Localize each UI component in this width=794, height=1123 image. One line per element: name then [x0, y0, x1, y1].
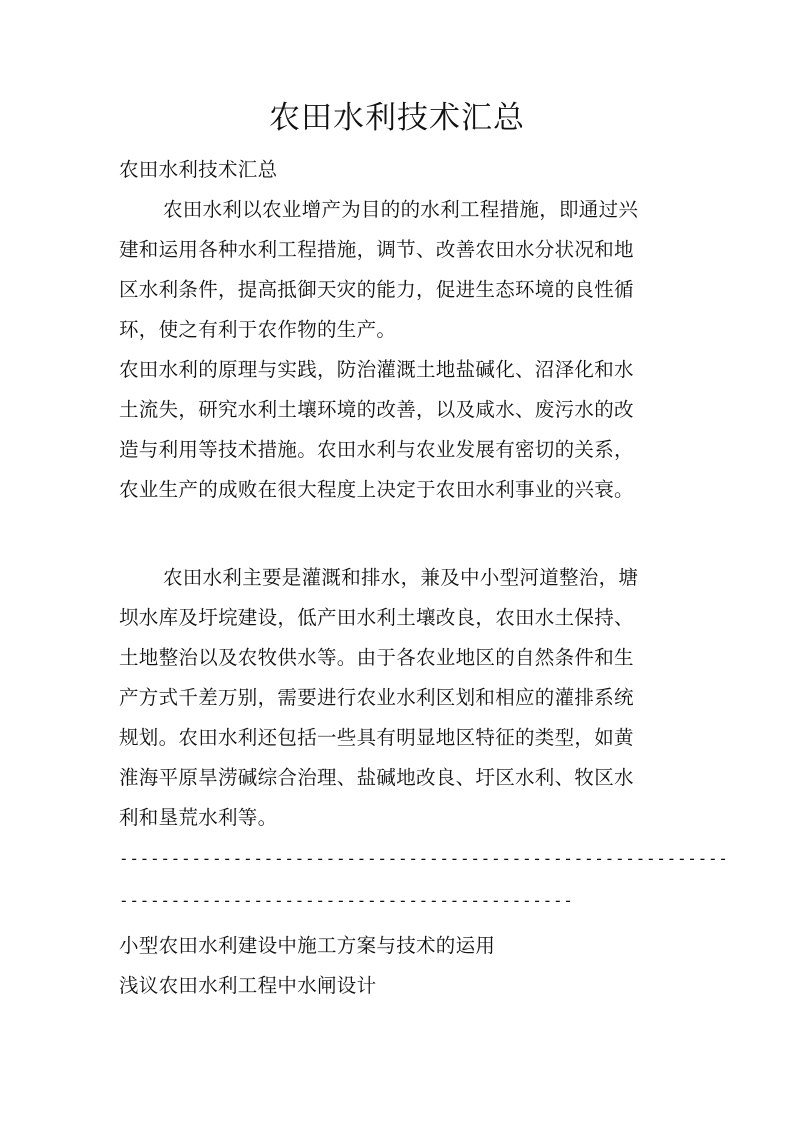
separator-line: --------------------------------------------	[119, 891, 574, 910]
paragraph-1	[119, 190, 691, 350]
paragraph-line: 农田水利以农业增产为目的的水利工程措施，即通过兴	[163, 198, 639, 221]
paragraph-line: 规划。农田水利还包括一些具有明显地区特征的类型，如黄	[119, 726, 634, 749]
related-article-link[interactable]: 小型农田水利建设中施工方案与技术的运用	[119, 934, 496, 957]
document-title: 农田水利技术汇总	[269, 100, 525, 136]
paragraph-line: 农田水利主要是灌溉和排水，兼及中小型河道整治，塘	[163, 566, 639, 589]
paragraph-3	[119, 558, 691, 838]
paragraph-line: 产方式千差万别，需要进行农业水利区划和相应的灌排系统	[119, 686, 634, 709]
paragraph-line: 土地整治以及农牧供水等。由于各农业地区的自然条件和生	[119, 646, 634, 669]
paragraph-line: 区水利条件，提高抵御天灾的能力，促进生态环境的良性循	[119, 278, 634, 301]
related-article-link[interactable]: 浅议农田水利工程中水闸设计	[119, 974, 377, 997]
blank-line	[119, 510, 691, 550]
spacer	[119, 550, 691, 558]
paragraph-line: 建和运用各种水利工程措施，调节、改善农田水分状况和地	[119, 238, 634, 261]
paragraph-line: 造与利用等技术措施。农田水利与农业发展有密切的关系，	[119, 438, 634, 461]
separator-line: -----------------------------------------------------------	[119, 849, 729, 868]
paragraph-line: 环，使之有利于农作物的生产。	[119, 318, 397, 341]
related-articles	[119, 926, 691, 1006]
document-body	[119, 150, 729, 1006]
paragraph-line: 土流失，研究水利土壤环境的改善，以及咸水、废污水的改	[119, 398, 634, 421]
paragraph-line: 利和垦荒水利等。	[119, 806, 278, 829]
paragraph-line: 农业生产的成败在很大程度上决定于农田水利事业的兴衰。	[119, 478, 634, 501]
paragraph-line: 坝水库及圩垸建设，低产田水利土壤改良，农田水土保持、	[119, 606, 634, 629]
paragraph-line: 淮海平原旱涝碱综合治理、盐碱地改良、圩区水利、牧区水	[119, 766, 634, 789]
paragraph-2	[119, 350, 691, 510]
document-subtitle: 农田水利技术汇总	[119, 158, 278, 181]
paragraph-line: 农田水利的原理与实践，防治灌溉土地盐碱化、沼泽化和水	[119, 358, 634, 381]
